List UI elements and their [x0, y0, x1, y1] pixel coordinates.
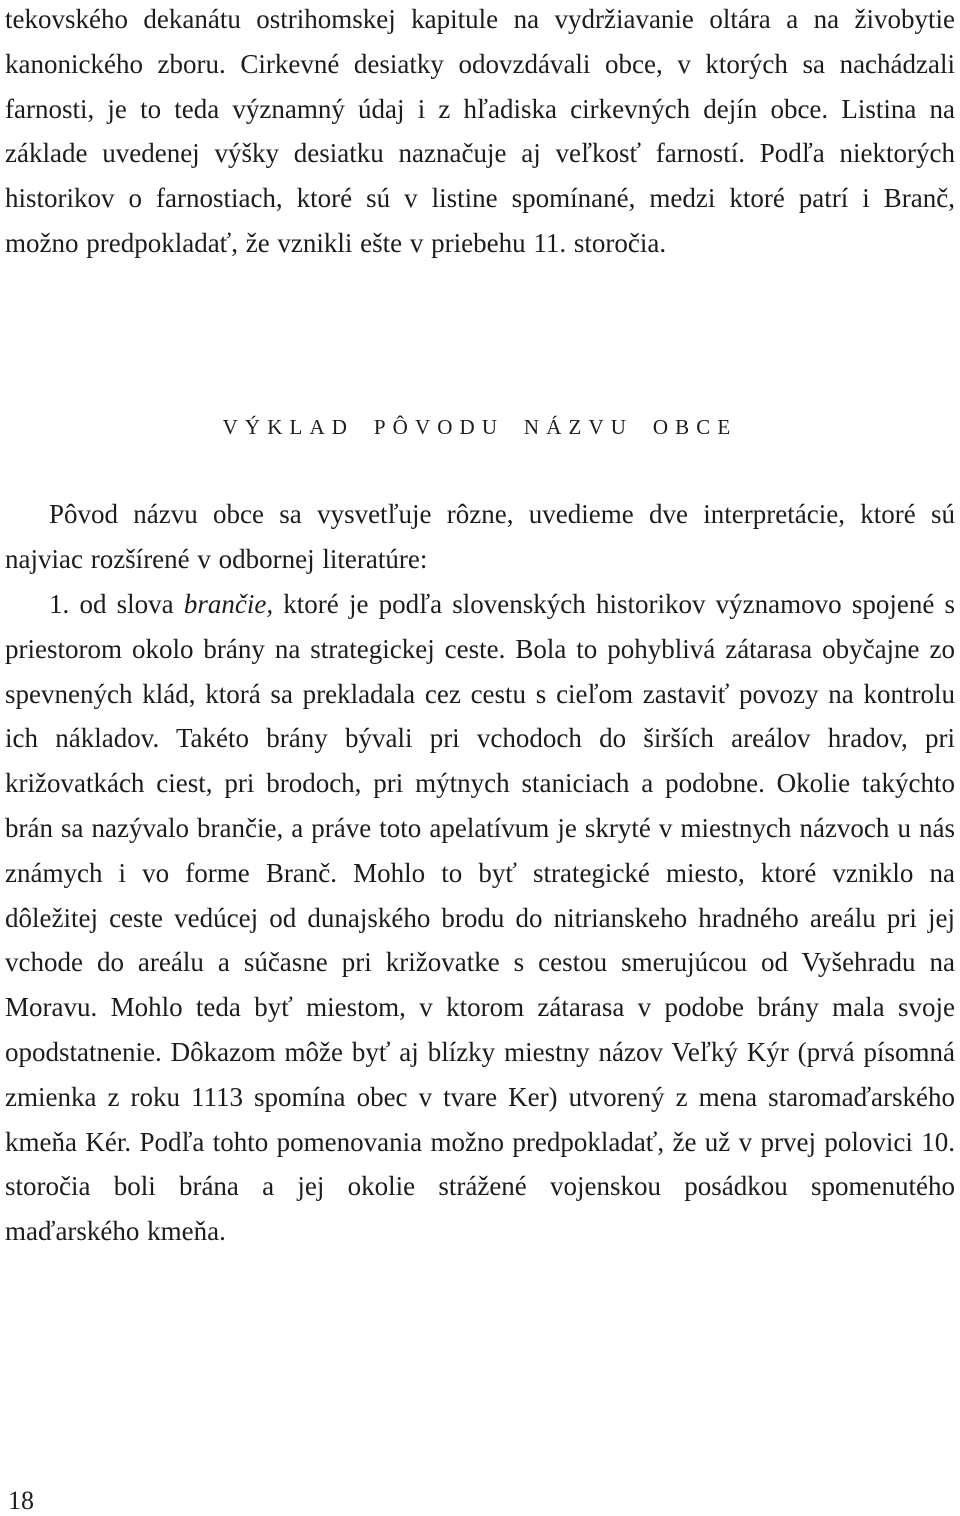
interpretation-1-prefix: 1. od slova [49, 589, 184, 619]
page-number: 18 [8, 1486, 34, 1515]
interpretation-1-term: brančie, [183, 589, 274, 619]
interpretation-1-paragraph [5, 582, 955, 1254]
interpretation-1-text: ktoré je podľa slovenských historikov významovo spojené s priestorom okolo brány na strategickej ceste. Bola to pohyblivá zátarasa obyčajne zo spevnených klád, ktorá sa prekladala cez cestu s cieľom zastaviť povozy na kontrolu ich nákladov. Takéto brány bývali pri vchodoch do širších areálov hradov, pri križovatkách ciest, pri brodoch, pri mýtnych staniciach a podobne. Okolie takýchto brán sa nazývalo brančie, a práve toto apelatívum je skryté v miestnych názvoch u nás známych i vo forme Branč. Mohlo to byť strategické miesto, ktoré vzniklo na dôležitej ceste vedúcej od dunajského brodu do nitrianskeho hradného areálu pri jej vchode do areálu a súčasne pri križovatke s cestou smerujúcou od Vyšehradu na Moravu. Mohlo teda byť miestom, v ktorom zátarasa v podobe brány mala svoje opodstatnenie. Dôkazom môže byť aj blízky miestny názov Veľký Kýr (prvá písomná zmienka z roku 1113 spomína obec v tvare Ker) utvorený z mena staromaďarského kmeňa Kér. Podľa tohto pomenovania možno predpokladať, že už v prvej polovici 10. storočia boli brána a jej okolie strážené vojenskou posádkou spomenutého maďarského kmeňa. [5, 589, 956, 1247]
intro-paragraph: tekovského dekanátu ostrihomskej kapitule na vydržiavanie oltára a na živobytie kanonického zboru. Cirkevné desiatky odovzdávali obce, v ktorých sa nachádzali farnosti, je to teda významný údaj i z hľadiska cirkevných dejín obce. Listina na základe uvedenej výšky desiatku naznačuje aj veľkosť farností. Podľa niektorých historikov o farnostiach, ktoré sú v listine spomínané, medzi ktoré patrí i Branč, možno predpokladať, že vznikli ešte v priebehu 11. storočia. [5, 4, 955, 258]
section-intro-paragraph: Pôvod názvu obce sa vysvetľuje rôzne, uvedieme dve interpretácie, ktoré sú najviac rozšírené v odbornej literatúre: [5, 499, 955, 574]
section-heading: VÝKLAD PÔVODU NÁZVU OBCE [222, 415, 738, 439]
